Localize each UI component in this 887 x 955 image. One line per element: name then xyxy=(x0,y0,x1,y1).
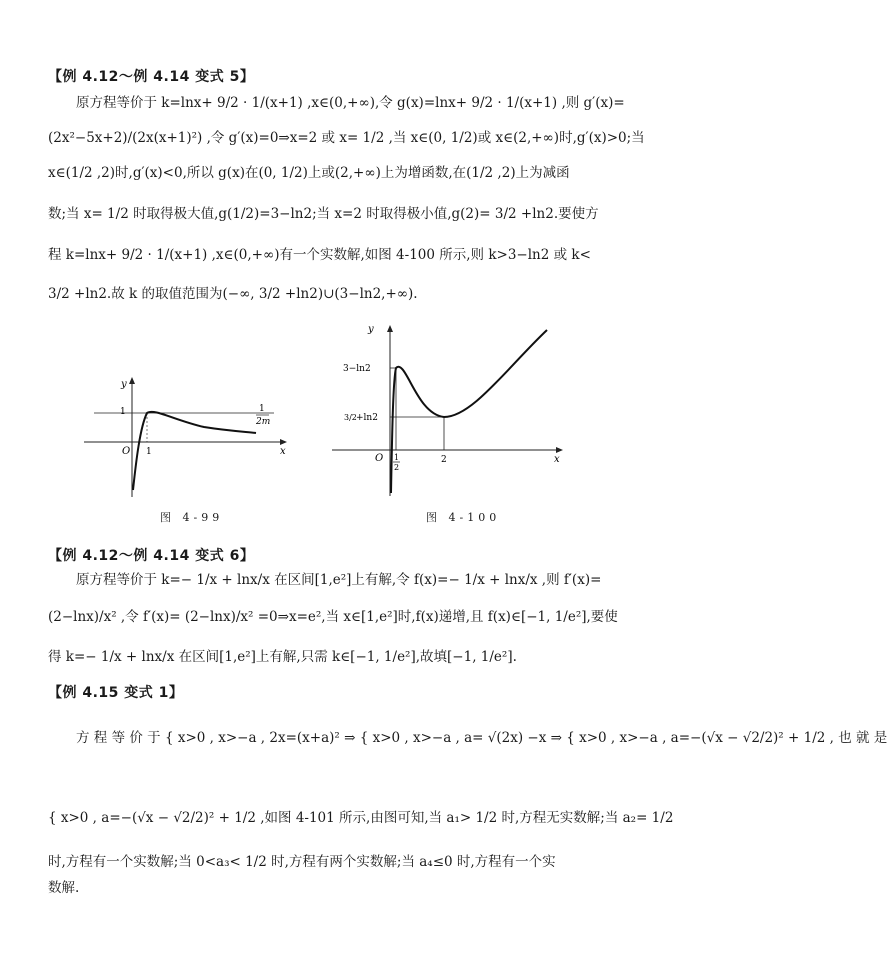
fig100-min-frac: 3/2 xyxy=(344,413,357,422)
fig99-origin-label: O xyxy=(122,446,131,457)
text-line: 原方程等价于 k=− 1/x + lnx/x 在区间[1,e²]上有解,令 f(x)=− 1/x + lnx/x ,则 f′(x)= xyxy=(76,572,602,588)
fig100-max-label: 3−ln2 xyxy=(343,364,371,374)
section-heading-3: 【例 4.15 变式 1】 xyxy=(48,685,184,701)
fig100-y-label: y xyxy=(368,324,374,335)
text-line: 数解. xyxy=(48,880,80,896)
text-line: x∈(1/2 ,2)时,g′(x)<0,所以 g(x)在(0, 1/2)上或(2,+∞)上为增函数,在(1/2 ,2)上为减函 xyxy=(48,165,570,181)
fig100-min-rest: +ln2 xyxy=(356,413,378,423)
text-line: (2−lnx)/x² ,令 f′(x)= (2−lnx)/x² =0⇒x=e²,当 x∈[1,e²]时,f(x)递增,且 f(x)∈[−1, 1/e²],要使 xyxy=(48,609,618,625)
text-line: { x>0 , a=−(√x − √2/2)² + 1/2 ,如图 4-101 所示,由图可知,当 a₁> 1/2 时,方程无实数解;当 a₂= 1/2 xyxy=(48,810,674,826)
fig99-x-label: x xyxy=(280,446,286,457)
text-line: 3/2 +ln2.故 k 的取值范围为(−∞, 3/2 +ln2)∪(3−ln2,+∞). xyxy=(48,286,418,302)
text-line: 原方程等价于 k=lnx+ 9/2 · 1/(x+1) ,x∈(0,+∞),令 g(x)=lnx+ 9/2 · 1/(x+1) ,则 g′(x)= xyxy=(76,95,625,111)
fig100-x-label: x xyxy=(554,454,560,465)
text-line: (2x²−5x+2)/(2x(x+1)²) ,令 g′(x)=0⇒x=2 或 x= 1/2 ,当 x∈(0, 1/2)或 x∈(2,+∞)时,g′(x)>0;当 xyxy=(48,130,645,146)
fig99-one-y: 1 xyxy=(120,407,126,417)
fig99-y-label: y xyxy=(121,379,127,390)
fig99-frac-num: 1 xyxy=(259,404,265,414)
text-line: 程 k=lnx+ 9/2 · 1/(x+1) ,x∈(0,+∞)有一个实数解,如图 4-100 所示,则 k>3−ln2 或 k< xyxy=(48,247,591,263)
section-heading-1: 【例 4.12～例 4.14 变式 5】 xyxy=(48,69,255,85)
text-line: 数;当 x= 1/2 时取得极大值,g(1/2)=3−ln2;当 x=2 时取得极小值,g(2)= 3/2 +ln2.要使方 xyxy=(48,206,599,222)
caption-4-99: 图 4-99 xyxy=(160,511,224,524)
section-heading-2: 【例 4.12～例 4.14 变式 6】 xyxy=(48,548,255,564)
fig99-frac-den: 2m xyxy=(256,417,271,427)
fig100-half-num: 1 xyxy=(394,453,400,462)
figure-4-99 xyxy=(84,372,294,502)
figure-4-100 xyxy=(332,318,572,500)
text-line: 得 k=− 1/x + lnx/x 在区间[1,e²]上有解,只需 k∈[−1, 1/e²],故填[−1, 1/e²]. xyxy=(48,649,517,665)
fig100-half-den: 2 xyxy=(394,463,400,472)
fig100-two: 2 xyxy=(441,455,447,465)
text-line: 时,方程有一个实数解;当 0<a₃< 1/2 时,方程有两个实数解;当 a₄≤0 时,方程有一个实 xyxy=(48,854,556,870)
fig100-origin-label: O xyxy=(375,453,384,464)
text-line: 方 程 等 价 于 { x>0 , x>−a , 2x=(x+a)² ⇒ { x>0 , x>−a , a= √(2x) −x ⇒ { x>0 , x>−a , a=−(√x − √2/2)² + 1/2 , 也 就 是 xyxy=(76,730,887,746)
fig99-one-x: 1 xyxy=(146,447,152,457)
caption-4-100: 图 4-100 xyxy=(426,511,501,524)
